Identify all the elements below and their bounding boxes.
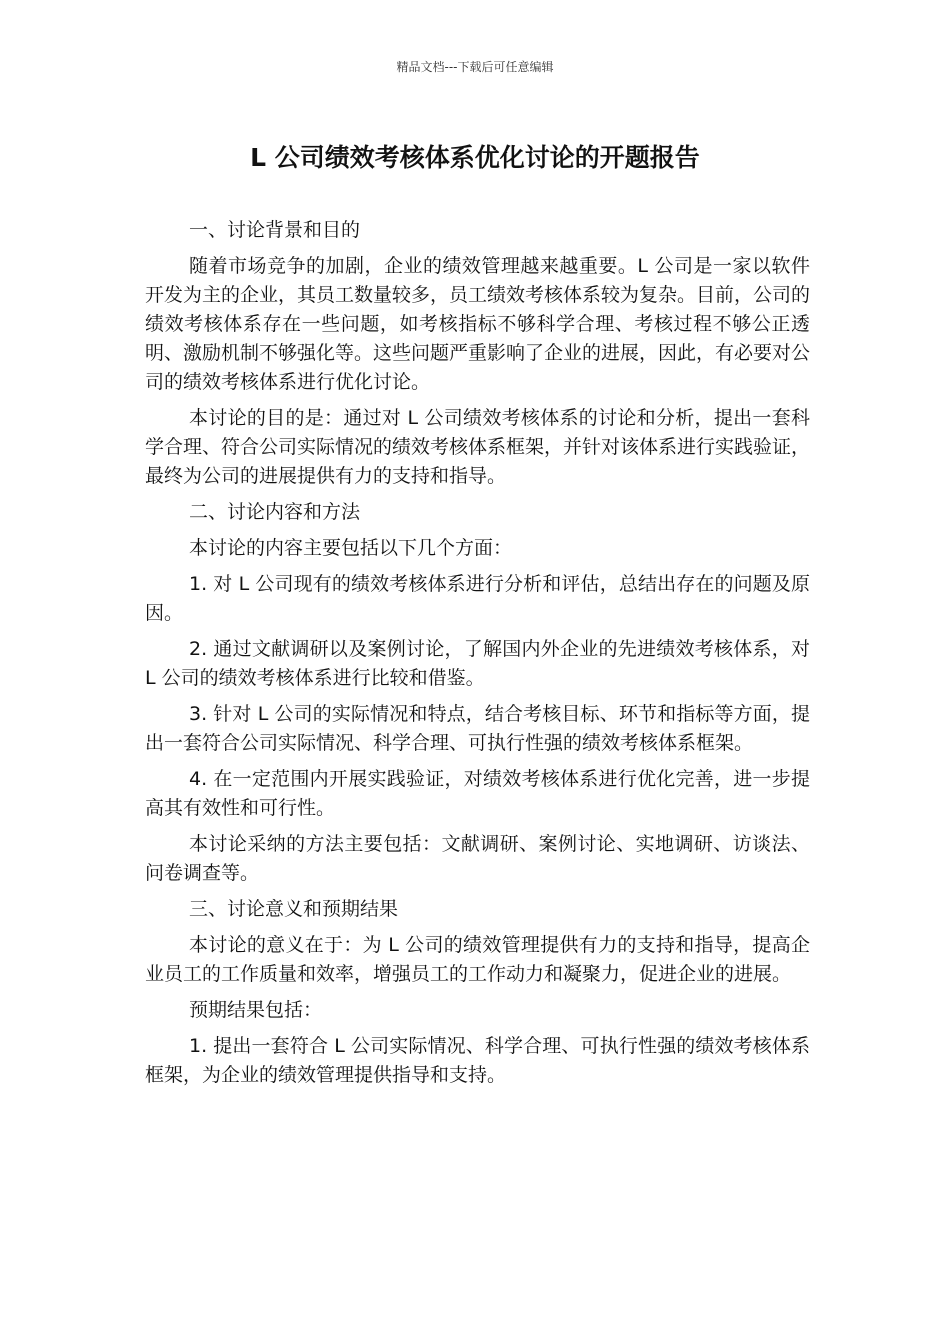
list-item-content-4: 4. 在一定范围内开展实践验证，对绩效考核体系进行优化完善，进一步提高其有效性和可行性。: [145, 768, 810, 819]
paragraph-methods: 本讨论采纳的方法主要包括：文献调研、案例讨论、实地调研、访谈法、问卷调查等。: [145, 833, 810, 884]
paragraph-background: 随着市场竞争的加剧，企业的绩效管理越来越重要。L 公司是一家以软件开发为主的企业，其员工数量较多，员工绩效考核体系较为复杂。目前，公司的绩效考核体系存在一些问题，如考核指标不够科学合理、考核过程不够公正透明、激励机制不够强化等。这些问题严重影响了企业的进展，因此，有必要对公司的绩效考核体系进行优化讨论。: [145, 255, 811, 393]
list-item-content-2: 2. 通过文献调研以及案例讨论，了解国内外企业的先进绩效考核体系，对 L 公司的绩效考核体系进行比较和借鉴。: [145, 638, 810, 689]
paragraph-content-intro: 本讨论的内容主要包括以下几个方面：: [189, 537, 513, 559]
list-item-content-1: 1. 对 L 公司现有的绩效考核体系进行分析和评估，总结出存在的问题及原因。: [145, 573, 810, 624]
paragraph-purpose: 本讨论的目的是：通过对 L 公司绩效考核体系的讨论和分析，提出一套科学合理、符合公司实际情况的绩效考核体系框架，并针对该体系进行实践验证，最终为公司的进展提供有力的支持和指导。: [145, 407, 811, 487]
section-heading-significance: 三、讨论意义和预期结果: [189, 898, 399, 920]
paragraph-expected-results-intro: 预期结果包括：: [189, 999, 323, 1021]
document-body: [145, 216, 810, 1097]
document-title: L 公司绩效考核体系优化讨论的开题报告: [250, 143, 700, 172]
list-item-result-1: 1. 提出一套符合 L 公司实际情况、科学合理、可执行性强的绩效考核体系框架，为企业的绩效管理提供指导和支持。: [145, 1035, 810, 1086]
section-heading-background: 一、讨论背景和目的: [189, 219, 361, 241]
list-item-content-3: 3. 针对 L 公司的实际情况和特点，结合考核目标、环节和指标等方面，提出一套符合公司实际情况、科学合理、可执行性强的绩效考核体系框架。: [145, 703, 810, 754]
section-heading-content-method: 二、讨论内容和方法: [189, 501, 361, 523]
paragraph-significance: 本讨论的意义在于：为 L 公司的绩效管理提供有力的支持和指导，提高企业员工的工作质量和效率，增强员工的工作动力和凝聚力，促进企业的进展。: [145, 934, 810, 985]
header-note: 精品文档---下载后可任意编辑: [396, 60, 554, 74]
